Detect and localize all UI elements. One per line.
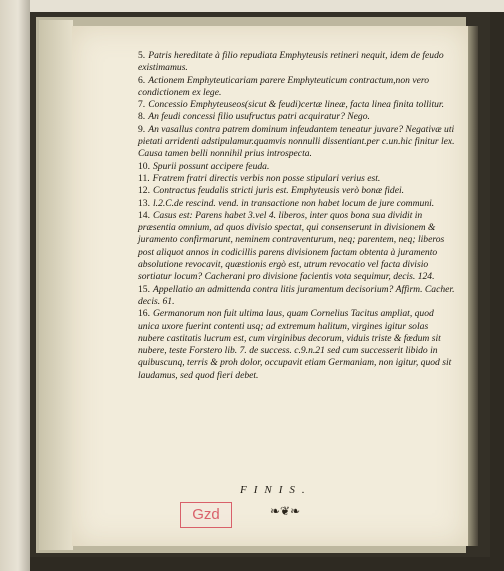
thesis-13 [138, 198, 456, 210]
thesis-number: 15. [138, 283, 150, 295]
thesis-text: Concessio Emphyteuseos(sicut & feudi)certæ lineæ, facta linea finita tollitur. [148, 99, 444, 111]
thesis-number: 10. [138, 160, 150, 172]
thesis-number: 11. [138, 172, 150, 184]
thesis-text: Actionem Emphyteuticariam parere Emphyteuticum contractum,non vero condictionem ex lege. [138, 74, 430, 98]
thesis-number: 8. [138, 111, 146, 123]
thesis-10 [138, 161, 456, 173]
thesis-7 [138, 99, 456, 111]
thesis-number: 6. [138, 74, 146, 86]
thesis-number: 16. [138, 308, 150, 320]
thesis-number: 9. [138, 123, 146, 135]
thesis-number: 12. [138, 185, 150, 197]
thesis-text: Appellatio an admittenda contra litis juramentum decisorium? Affirm. Cacher. decis. 61. [138, 283, 455, 307]
thesis-text: Spurii possunt accipere feuda. [153, 160, 270, 172]
finis-heading: FINIS. [240, 484, 312, 496]
thesis-number: 13. [138, 197, 150, 209]
thesis-8 [138, 111, 456, 123]
thesis-15 [138, 284, 456, 309]
theses-list [138, 50, 456, 382]
thesis-6 [138, 75, 456, 100]
thesis-9 [138, 124, 456, 161]
ornament-icon: ❧❦❧ [270, 504, 301, 518]
thesis-14 [138, 210, 456, 284]
mat-top [0, 0, 504, 12]
thesis-text: Contractus feudalis stricti juris est. Emphyteusis verò bonæ fidei. [153, 185, 405, 197]
thesis-16 [138, 308, 456, 382]
thesis-text: Patris hereditate à filio repudiata Emphyteusis retineri nequit, idem de feudo existimamus. [138, 50, 444, 74]
thesis-number: 7. [138, 99, 146, 111]
library-stamp: Gzd [180, 502, 232, 528]
thesis-number: 14. [138, 209, 150, 221]
thesis-text: An vasallus contra patrem dominum infeudantem teneatur juvare? Negativæ uti pietati arridenti adstipulamur.quamvis nonnulli dissentiant.per c.un.hic finitur lex. Causa tamen belli nonnihil prius introspecta. [138, 123, 455, 160]
thesis-text: l.2.C.de rescind. vend. in transactione non habet locum de jure communi. [153, 197, 435, 209]
thesis-12 [138, 185, 456, 197]
thesis-number: 5. [138, 50, 146, 61]
thesis-text: Casus est: Parens habet 3.vel 4. liberos, inter quos bona sua dividit in præsentia omnium, ad quos divisio spectat, qui consenserunt in divisionem & juramento confirmarunt, neminem contraventurum, neq; parentem, neq; liberos post aliquot annos in codicillis parens divisionem factam obtenta à juramento absolutione revocavit, quæstionis ergò est, utrum revocatio vel facta divisio sortiatur locum? Cacherani pro divisione facientis vota sequimur, decis. 124. [138, 209, 445, 283]
page-edge-right [468, 26, 478, 546]
thesis-11 [138, 173, 456, 185]
mat-left [0, 0, 30, 571]
thesis-text: Fratrem fratri directis verbis non posse stipulari verius est. [152, 172, 381, 184]
page-gutter [39, 20, 73, 550]
thesis-text: Germanorum non fuit ultima laus, quam Cornelius Tacitus ampliat, quod unica uxore fuerint contenti usq; ad extremum halitum, virgines igitur solas nubere castitatis lucrum est, cum virginibus decorum, viduis triste & fœdum sit nubere, teste Forstero lib. 7. de success. c.9.n.21 sed cum successerit libido in quibuscunq, terris & proh dolor, occupavit etiam Germaniam, non igitur, quod sit laudamus, sed quod fieri debet. [138, 308, 452, 381]
thesis-5 [138, 50, 456, 75]
thesis-text: An feudi concessi filio usufructus patri acquiratur? Nego. [148, 111, 370, 123]
